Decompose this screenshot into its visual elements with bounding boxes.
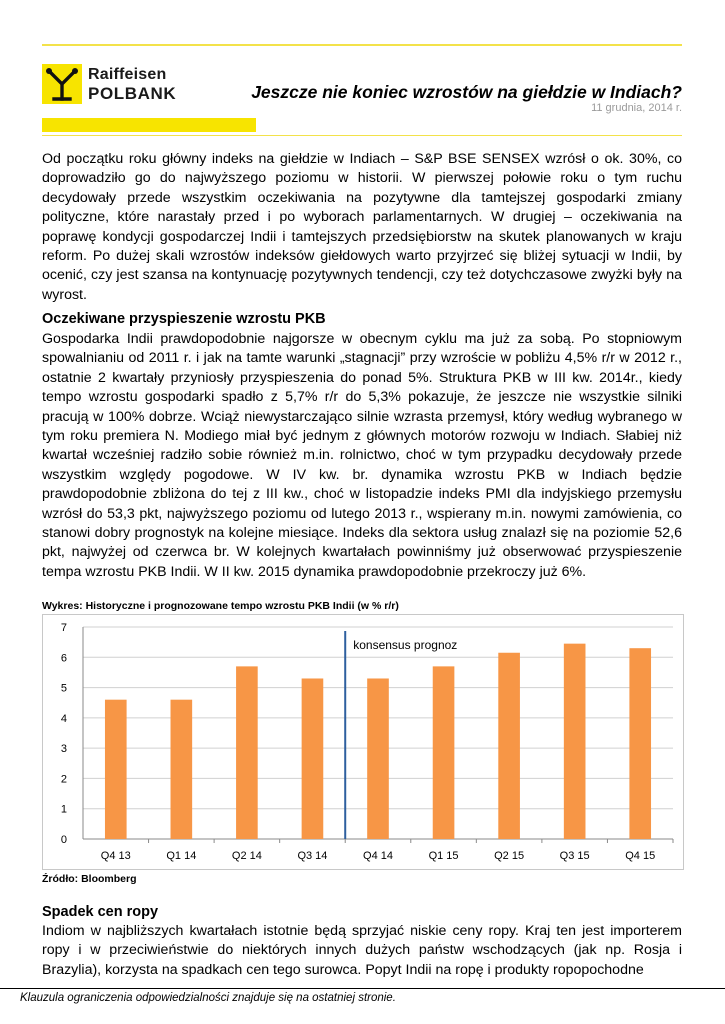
intro-paragraph: Od początku roku główny indeks na giełdzie w Indiach – S&P BSE SENSEX wzrósł o ok. 30%, co doprowadziło go do najwyższego poziomu w historii. W pierwszej połowie roku o tym ruchu decydowały przede wszystkim oczekiwania na pozytywne dla tamtejszej gospodarki zmiany polityczne, które narastały przed i po wyborach parlamentarnych. W drugiej – oczekiwania na poprawę kondycji gospodarczej Indii i tamtejszych przedsiębiorstw na skutek planowanych w kraju reform. Po dużej skali wzrostów indeksów giełdowych warto przyjrzeć się bliżej sytuacji w Indii, by ocenić, czy jest szansa na kontynuację pozytywnych tendencji, czy też dotychczasowe zwyżki były na wyrost. (42, 151, 682, 303)
chart-source: Źródło: Bloomberg (42, 873, 137, 885)
x-tick-label: Q4 15 (625, 850, 656, 862)
section-heading-gdp: Oczekiwane przyspieszenie wzrostu PKB (42, 311, 326, 327)
y-tick-label: 4 (60, 712, 67, 725)
x-tick-label: Q2 14 (231, 850, 262, 862)
raiffeisen-gable-icon (42, 64, 82, 104)
bar (433, 666, 455, 839)
y-tick-label: 1 (60, 803, 67, 816)
x-tick-label: Q2 15 (494, 850, 525, 862)
x-tick-label: Q4 14 (363, 850, 393, 862)
x-tick-label: Q1 14 (166, 850, 197, 862)
bar (171, 700, 193, 839)
x-tick-label: Q3 14 (297, 850, 328, 862)
disclaimer-footer: Klauzula ograniczenia odpowiedzialności znajduje się na ostatniej stronie. (20, 992, 396, 1004)
header-top-rule (42, 44, 682, 46)
gdp-growth-chart (42, 614, 684, 870)
bar (629, 648, 651, 839)
bar (498, 653, 520, 839)
report-date: 11 grudnia, 2014 r. (591, 102, 682, 114)
y-tick-label: 7 (60, 622, 67, 634)
bar (367, 678, 389, 839)
gdp-growth-chart-svg (43, 615, 683, 869)
logo-text-polbank: POLBANK (88, 84, 177, 103)
section-body-gdp: Gospodarka Indii prawdopodobnie najgorsze w obecnym cyklu ma już za sobą. Po stopniowym spowalnianiu od 2011 r. i jak na tamte warunki „stagnacji” przy wzroście w pobliżu 4,5% r/r w 2012 r., ostatnie 2 kwartały przyniosły przyspieszenia do ponad 5%. Struktura PKB w III kw. 2014r., kiedy tempo wzrostu gospodarki spadło z 5,7% r/r do 5,3% pokazuje, że jeszcze nie wszystkie silniki pracują w 100% dobrze. Wciąż niewystarczająco silnie wzrasta przemysł, który według wybranego w tym roku premiera N. Modiego miał być jednym z głównych motorów rozwoju w Indiach. Słabiej niż kwartał wcześniej radziło sobie również m.in. rolnictwo, choć w tym przypadku decydowały przede wszystkim względy pogodowe. W IV kw. br. dynamika wzrostu PKB w Indiach będzie prawdopodobnie zbliżona do tej z III kw., choć w listopadzie indeks PMI dla indyjskiego przemysłu wzrósł do 53,3 pkt, najwyższego poziomu od lutego 2013 r., wspierany m.in. nowymi zamówienia, co stanowi dobry prognostyk na kolejne miesiące. Indeks dla sektora usług znalazł się na poziomie 52,6 pkt, najwyżej od czerwca br. W kolejnych kwartałach powinniśmy już obserwować przyspieszenie tempa wzrostu PKB Indii. W II kw. 2015 dynamika prawdopodobnie przekroczy już 6%. (42, 331, 682, 580)
page-title: Jeszcze nie koniec wzrostów na giełdzie w Indiach? (251, 82, 682, 102)
header-bottom-rule (42, 135, 682, 136)
y-tick-label: 3 (60, 743, 67, 756)
y-tick-label: 0 (60, 834, 67, 846)
x-tick-label: Q1 15 (428, 850, 459, 862)
bar (302, 678, 324, 839)
bar (564, 644, 586, 839)
x-tick-label: Q4 13 (100, 850, 131, 862)
section-body-oil: Indiom w najbliższych kwartałach istotnie będą sprzyjać niskie ceny ropy. Kraj ten jest importerem ropy i w przeciwieństwie do niektórych innych dużych państw wschodzących (jak np. Rosja i Brazylia), korzysta na spadkach cen tego surowca. Popyt Indii na ropę i produkty ropopochodne (42, 923, 682, 978)
section-heading-oil: Spadek cen ropy (42, 904, 159, 920)
logo-text-raiffeisen: Raiffeisen (88, 66, 167, 83)
raiffeisen-polbank-logo (42, 64, 177, 106)
y-tick-label: 6 (60, 652, 67, 665)
x-tick-label: Q3 15 (559, 850, 590, 862)
forecast-annotation: konsensus prognoz (353, 638, 458, 652)
bar (236, 666, 258, 839)
header-yellow-bar (42, 118, 256, 132)
bar (105, 700, 127, 839)
y-tick-label: 5 (60, 682, 67, 695)
y-tick-label: 2 (60, 773, 67, 786)
footer-rule (0, 988, 725, 989)
chart-caption: Wykres: Historyczne i prognozowane tempo wzrostu PKB Indii (w % r/r) (42, 600, 399, 612)
